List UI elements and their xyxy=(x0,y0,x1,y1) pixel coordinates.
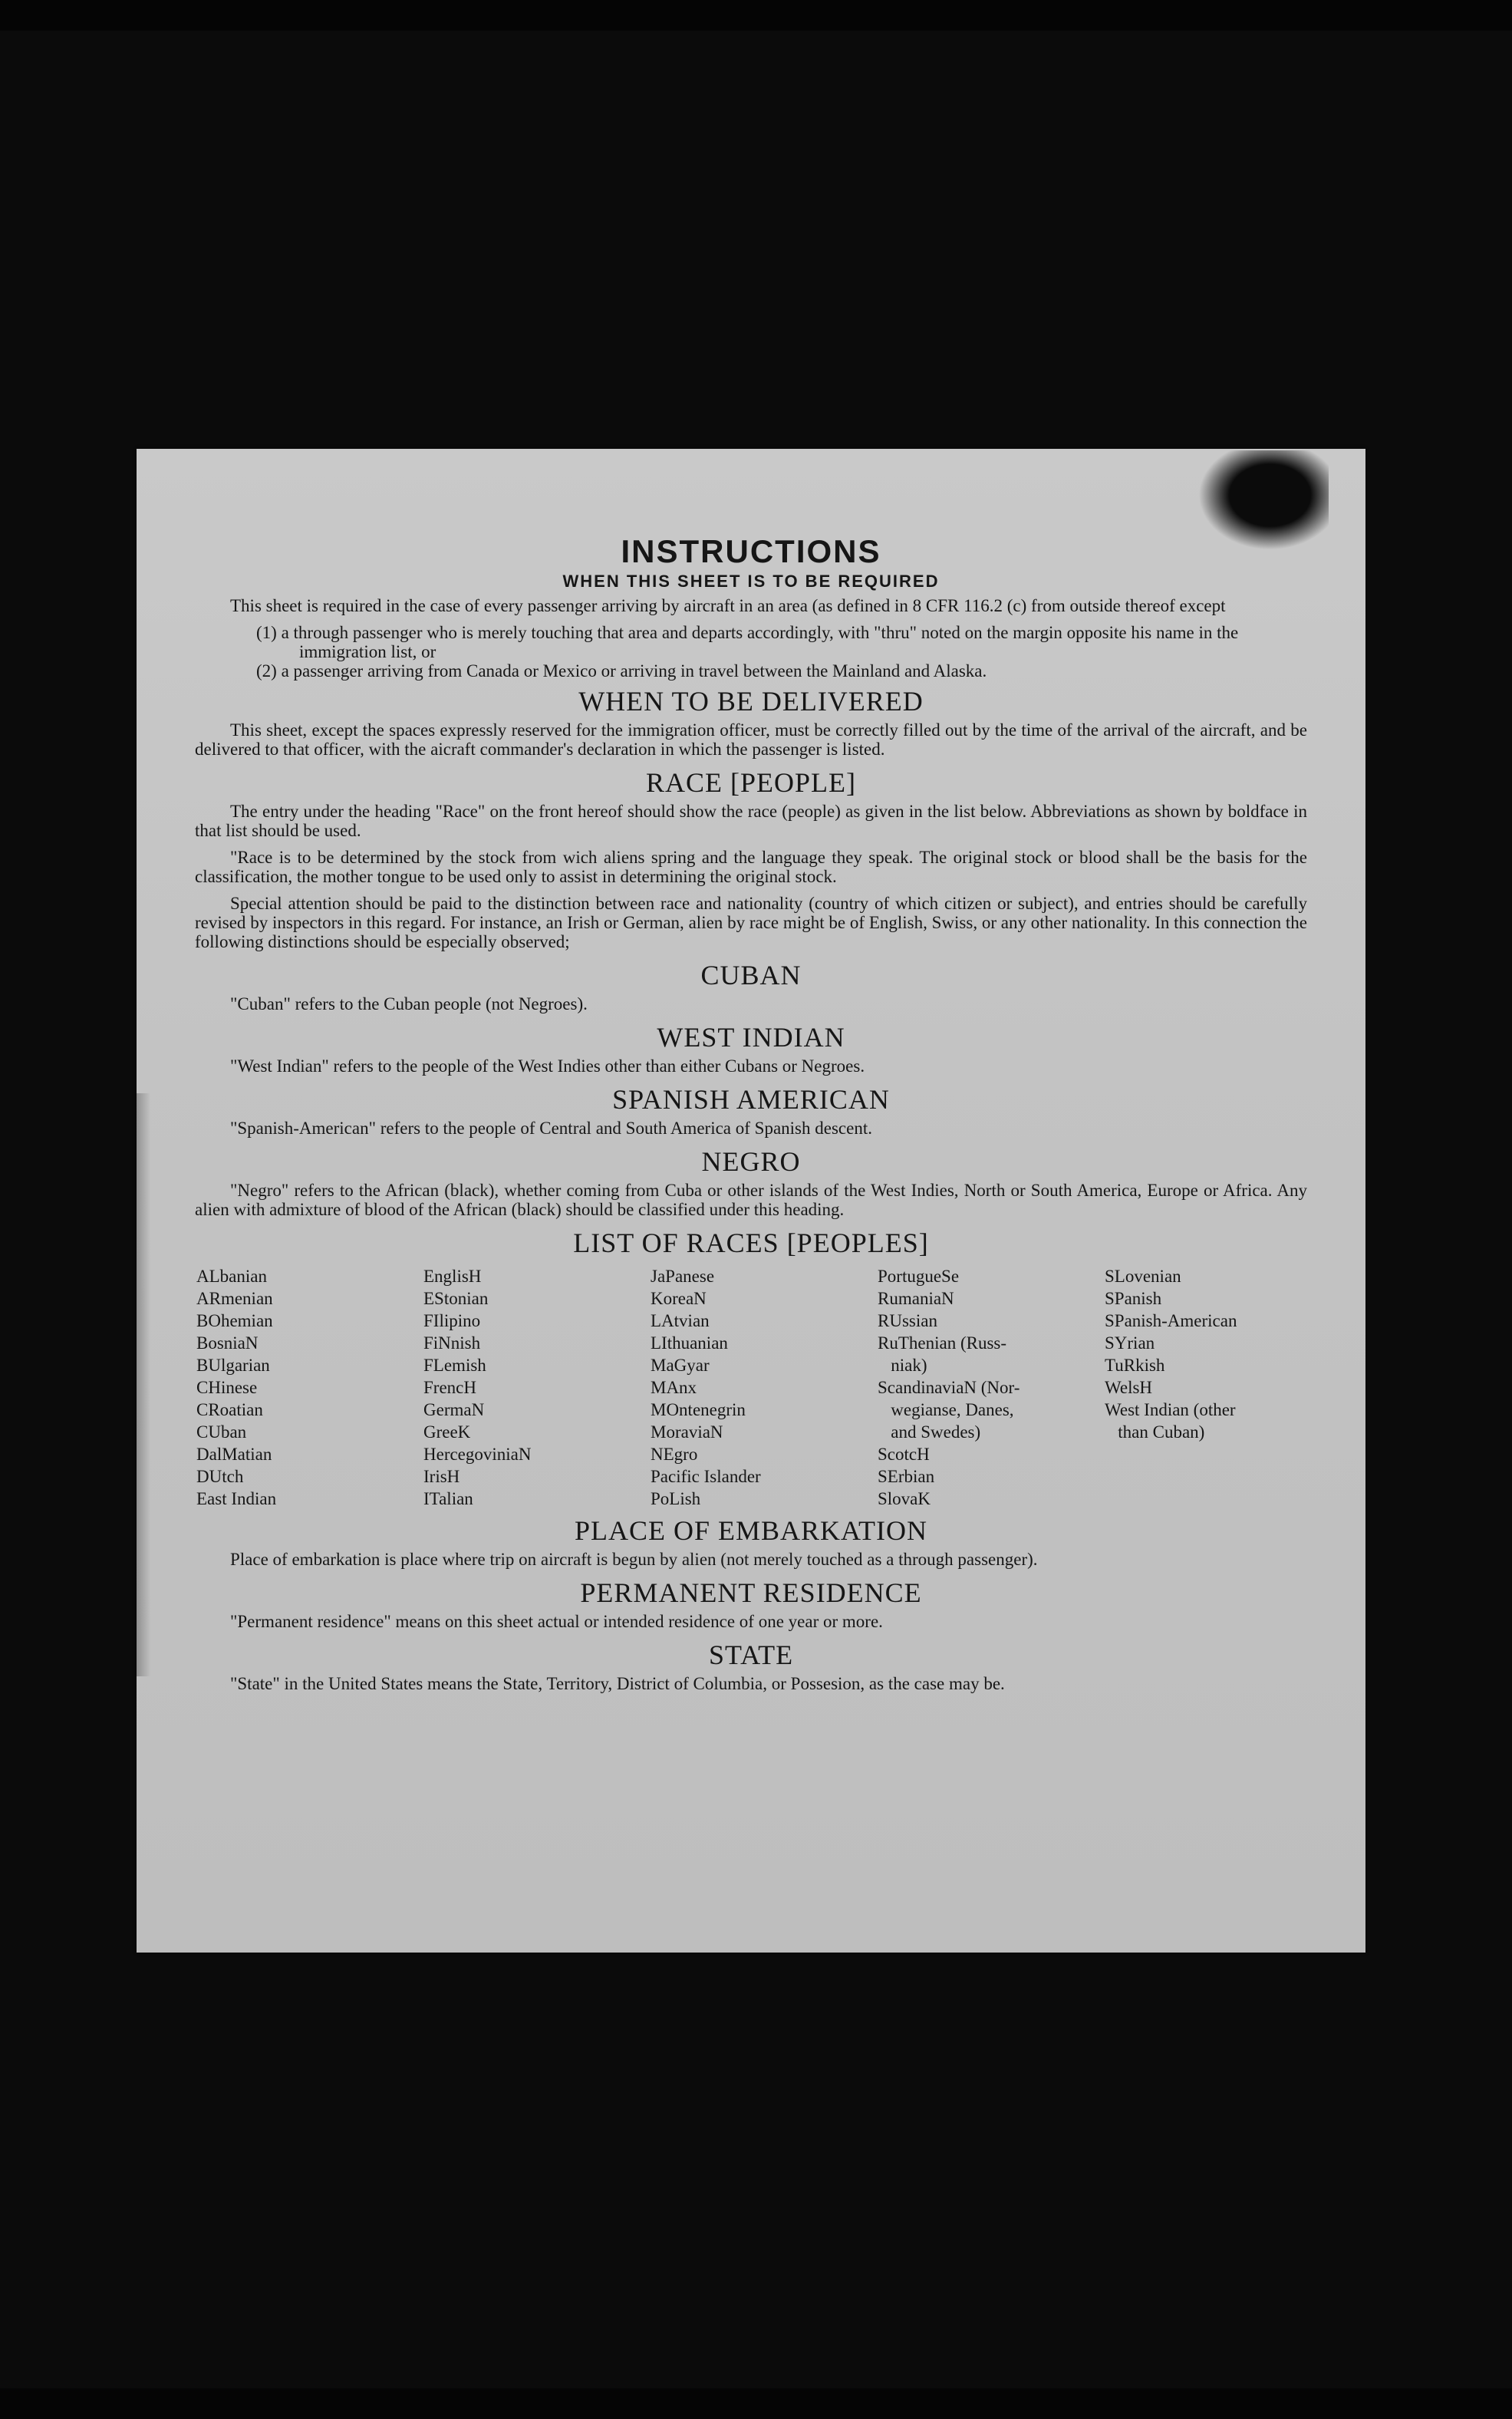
embarkation-text: Place of embarkation is place where trip on aircraft is begun by alien (not merely touched as a through passenger). xyxy=(230,1550,1038,1569)
race-item: CRoatian xyxy=(196,1400,263,1419)
race-item: GermaN xyxy=(423,1400,485,1419)
sheet-content xyxy=(195,533,1307,1701)
race-item: WelsH xyxy=(1105,1378,1153,1397)
section-heading-state: STATE xyxy=(708,1640,794,1670)
race-item: RuThenian (Russ- niak) xyxy=(878,1333,1007,1375)
race-item: SlovaK xyxy=(878,1489,931,1508)
race-item: EStonian xyxy=(423,1289,489,1308)
races-column xyxy=(651,1265,878,1510)
race-item: West Indian (other than Cuban) xyxy=(1105,1400,1236,1442)
races-column xyxy=(423,1265,651,1510)
race-item: East Indian xyxy=(196,1489,277,1508)
exception-item: (1) a through passenger who is merely touching that area and departs accordingly, with "thru" noted on the margin opposite his name in the immigration list, or xyxy=(256,623,1239,661)
race-item: BOhemian xyxy=(196,1311,273,1330)
race-item: SYrian xyxy=(1105,1333,1155,1353)
race-item: FIlipino xyxy=(423,1311,481,1330)
race-item: BosniaN xyxy=(196,1333,259,1353)
section-heading-race: RACE [PEOPLE] xyxy=(646,767,856,798)
races-column xyxy=(196,1265,423,1510)
race-item: TuRkish xyxy=(1105,1356,1165,1375)
race-item: ScandinaviaN (Nor- wegianse, Danes, and Swedes) xyxy=(878,1378,1020,1442)
race-item: EnglisH xyxy=(423,1267,482,1286)
race-item: ITalian xyxy=(423,1489,473,1508)
race-item: LIthuanian xyxy=(651,1333,728,1353)
race-item: MaGyar xyxy=(651,1356,710,1375)
race-item: DalMatian xyxy=(196,1445,272,1464)
race-item: SErbian xyxy=(878,1467,935,1486)
race-item: FrencH xyxy=(423,1378,476,1397)
section-heading-delivered: WHEN TO BE DELIVERED xyxy=(578,686,924,717)
race-item: MoraviaN xyxy=(651,1422,723,1442)
exception-item: (2) a passenger arriving from Canada or Mexico or arriving in travel between the Mainland and Alaska. xyxy=(256,661,987,681)
film-border-bottom xyxy=(0,2388,1512,2419)
races-list xyxy=(196,1265,1307,1510)
section-heading-embarkation: PLACE OF EMBARKATION xyxy=(574,1515,928,1546)
race-item: FiNnish xyxy=(423,1333,481,1353)
section-heading-residence: PERMANENT RESIDENCE xyxy=(580,1577,922,1608)
residence-text: "Permanent residence" means on this sheet actual or intended residence of one year or more. xyxy=(230,1612,883,1631)
negro-text: "Negro" refers to the African (black), whether coming from Cuba or other islands of the West Indies, North or South America, Europe or Africa. Any alien with admixture of blood of the African (black) should be classified under this heading. xyxy=(195,1181,1307,1219)
race-item: SPanish xyxy=(1105,1289,1162,1308)
race-item: PortugueSe xyxy=(878,1267,960,1286)
race-item: ARmenian xyxy=(196,1289,273,1308)
race-item: CHinese xyxy=(196,1378,258,1397)
race-paragraph-2: "Race is to be determined by the stock from wich aliens spring and the language they speak. The original stock or blood shall be the basis for the classification, the mother tongue to be used only to assist in determining the original stock. xyxy=(195,848,1307,886)
race-paragraph-3: Special attention should be paid to the distinction between race and nationality (country of which citizen or subject), and entries should be carefully revised by inspectors in this regard. For instance, an Irish or German, alien by race might be of English, Swiss, or any other nationality. In this connection the following distinctions should be especially observed; xyxy=(195,894,1307,951)
section-heading-west-indian: WEST INDIAN xyxy=(657,1022,845,1053)
page-subtitle: WHEN THIS SHEET IS TO BE REQUIRED xyxy=(562,572,940,591)
intro-text: This sheet is required in the case of every passenger arriving by aircraft in an area (as defined in 8 CFR 116.2 (c) from outside thereof except xyxy=(230,596,1226,615)
races-column xyxy=(1105,1265,1312,1510)
delivered-text: This sheet, except the spaces expressly reserved for the immigration officer, must be correctly filled out by the time of the arrival of the aircraft, and be delivered to that officer, with the aicraft commander's declaration in which the passenger is listed. xyxy=(195,720,1307,759)
race-item: GreeK xyxy=(423,1422,471,1442)
race-item: MOntenegrin xyxy=(651,1400,746,1419)
race-item: BUlgarian xyxy=(196,1356,270,1375)
spanish-american-text: "Spanish-American" refers to the people of Central and South America of Spanish descent. xyxy=(230,1119,872,1138)
west-indian-text: "West Indian" refers to the people of the West Indies other than either Cubans or Negroes. xyxy=(230,1056,865,1076)
race-item: IrisH xyxy=(423,1467,460,1486)
instruction-sheet xyxy=(137,449,1365,1953)
race-item: MAnx xyxy=(651,1378,697,1397)
cuban-text: "Cuban" refers to the Cuban people (not Negroes). xyxy=(230,994,588,1013)
race-item: RUssian xyxy=(878,1311,937,1330)
page-title: INSTRUCTIONS xyxy=(621,533,881,569)
race-item: FLemish xyxy=(423,1356,486,1375)
race-item: CUban xyxy=(196,1422,247,1442)
race-item: SLovenian xyxy=(1105,1267,1181,1286)
race-item: LAtvian xyxy=(651,1311,710,1330)
race-item: SPanish-American xyxy=(1105,1311,1237,1330)
state-text: "State" in the United States means the State, Territory, District of Columbia, or Possesion, as the case may be. xyxy=(230,1674,1005,1693)
section-heading-races-list: LIST OF RACES [PEOPLES] xyxy=(573,1228,929,1258)
section-heading-negro: NEGRO xyxy=(701,1146,801,1177)
exceptions-list xyxy=(256,623,1307,681)
section-heading-cuban: CUBAN xyxy=(700,960,802,990)
paper-fold xyxy=(137,1093,150,1676)
race-item: KoreaN xyxy=(651,1289,707,1308)
race-item: DUtch xyxy=(196,1467,244,1486)
race-item: PoLish xyxy=(651,1489,701,1508)
race-item: Pacific Islander xyxy=(651,1467,761,1486)
film-border-top xyxy=(0,0,1512,31)
race-paragraph-1: The entry under the heading "Race" on the front hereof should show the race (people) as given in the list below. Abbreviations as shown by boldface in that list should be used. xyxy=(195,802,1307,840)
race-item: ScotcH xyxy=(878,1445,930,1464)
race-item: HercegoviniaN xyxy=(423,1445,532,1464)
section-heading-spanish-american: SPANISH AMERICAN xyxy=(612,1084,890,1115)
race-item: NEgro xyxy=(651,1445,698,1464)
race-item: RumaniaN xyxy=(878,1289,954,1308)
race-item: ALbanian xyxy=(196,1267,267,1286)
race-item: JaPanese xyxy=(651,1267,715,1286)
races-column xyxy=(878,1265,1105,1510)
